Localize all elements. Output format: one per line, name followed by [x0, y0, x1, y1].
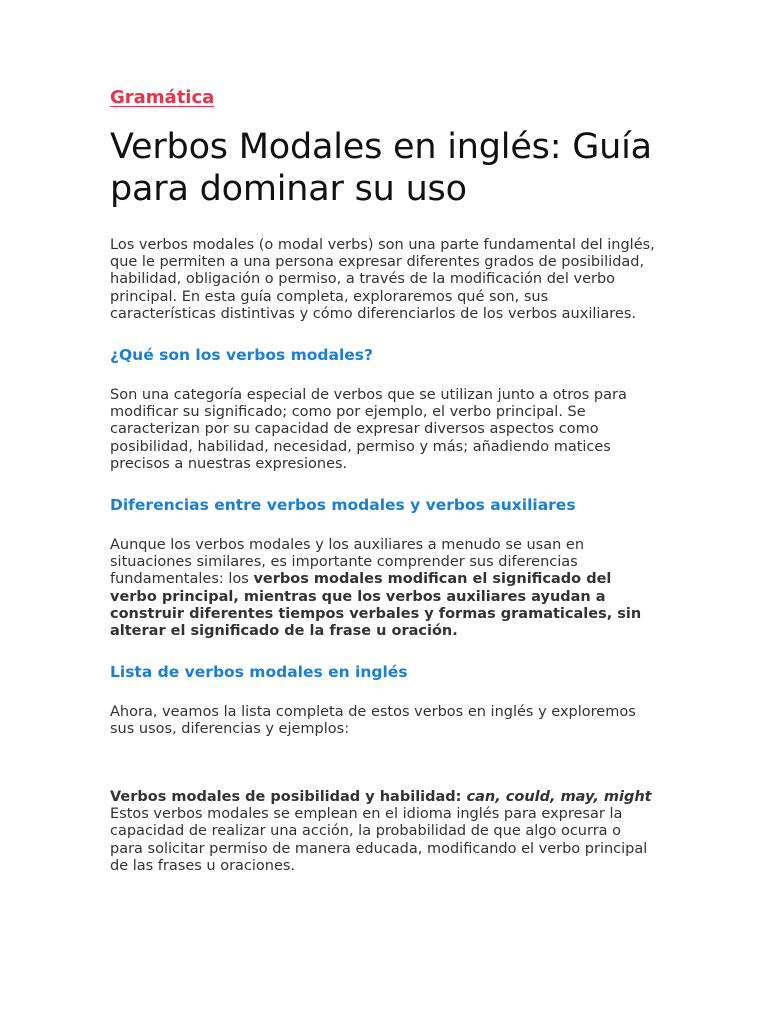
- section-body-list: Ahora, veamos la lista completa de estos verbos en inglés y exploremos sus usos, diferencias y ejemplos:: [110, 704, 636, 738]
- possibility-body: Estos verbos modales se emplean en el idioma inglés para expresar la capacidad de realizar una acción, la probabilidad de que algo ocurra o para solicitar permiso de manera educada, modificando el verbo principal de las frases u oraciones.: [110, 806, 648, 874]
- section-body-differences: [110, 537, 658, 640]
- possibility-modal-list: can, could, may, might: [466, 788, 652, 805]
- category-link[interactable]: Gramática: [110, 87, 215, 108]
- differences-bold-text: verbos modales modifican el significado del verbo principal, mientras que los verbos auxiliares ayudan a construir diferentes tiempos verbales y formas gramaticales, sin alterar el significado de la frase u oración.: [110, 571, 642, 640]
- section-heading-what: ¿Qué son los verbos modales?: [110, 346, 374, 365]
- section-heading-list: Lista de verbos modales en inglés: [110, 663, 408, 682]
- section-heading-differences: Diferencias entre verbos modales y verbos auxiliares: [110, 496, 576, 515]
- possibility-title: [110, 789, 658, 807]
- section-body-what: Son una categoría especial de verbos que se utilizan junto a otros para modificar su significado; como por ejemplo, el verbo principal. Se caracterizan por su capacidad de expresar diversos aspectos como posibilidad, habilidad, necesidad, permiso y más; añadiendo matices precisos a nuestras expresiones.: [110, 387, 627, 472]
- possibility-title-prefix: Verbos modales de posibilidad y habilidad:: [110, 788, 467, 805]
- possibility-block: [110, 789, 658, 875]
- article-title: Verbos Modales en inglés: Guía para dominar su uso: [110, 127, 652, 209]
- article: [110, 86, 658, 875]
- intro-paragraph: Los verbos modales (o modal verbs) son una parte fundamental del inglés, que le permiten a una persona expresar diferentes grados de posibilidad, habilidad, obligación o permiso, a través de la modificación del verbo principal. En esta guía completa, exploraremos qué son, sus características distintivas y cómo diferenciarlos de los verbos auxiliares.: [110, 237, 655, 322]
- differences-plain-text: Aunque los verbos modales y los auxiliares a menudo se usan en situaciones similares, es importante comprender sus diferencias fundamentales: los: [110, 537, 585, 588]
